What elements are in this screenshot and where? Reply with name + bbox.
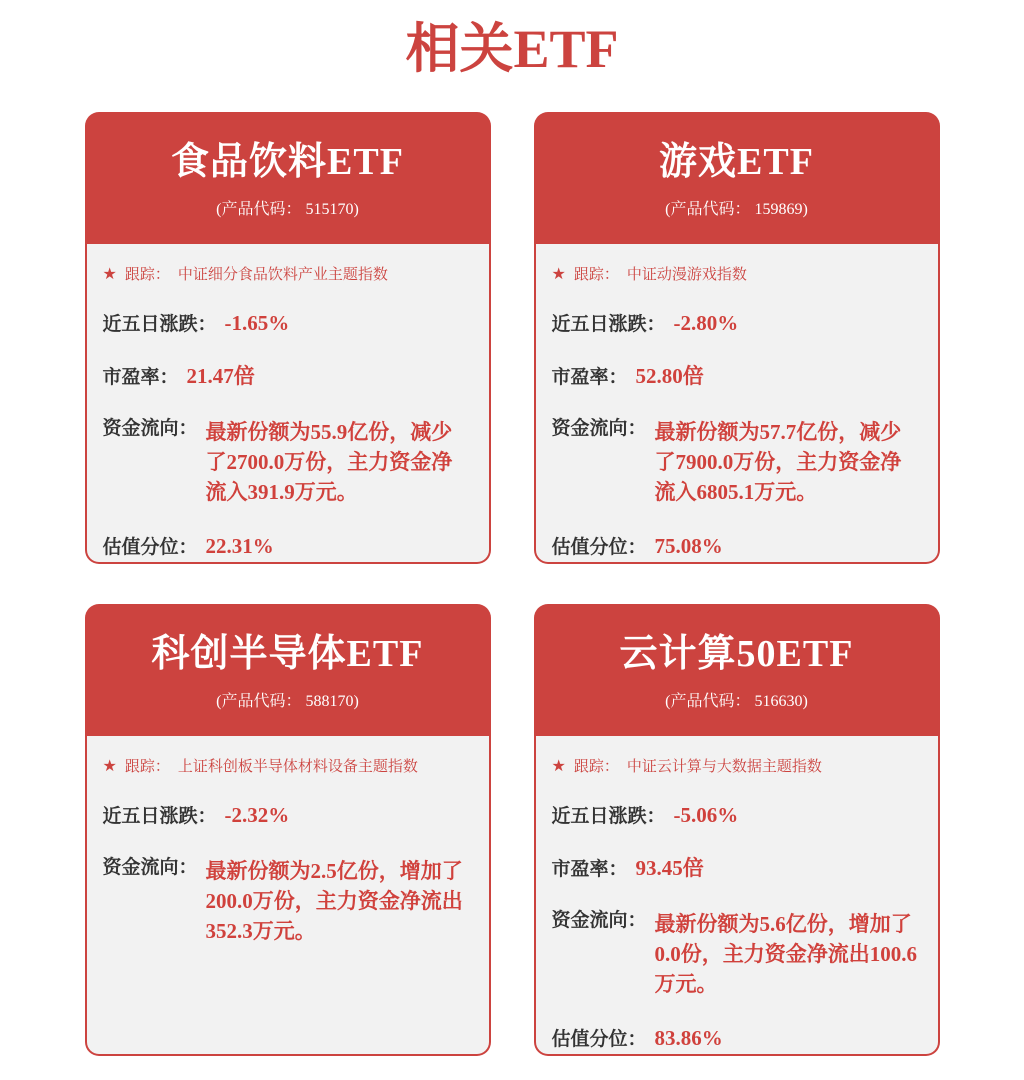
five-day-change-value: -1.65% xyxy=(224,311,290,335)
etf-card xyxy=(534,112,940,564)
fund-flow-value: 最新份额为55.9亿份，减少了2700.0万份，主力资金净流入391.9万元。 xyxy=(205,420,453,504)
five-day-change-label: 近五日涨跌： xyxy=(551,806,666,827)
pe-ratio-value: 21.47倍 xyxy=(186,364,255,388)
tracking-label: 跟踪： xyxy=(124,758,170,775)
tracking-row xyxy=(552,266,922,284)
five-day-change-row xyxy=(103,311,473,337)
pe-ratio-row xyxy=(552,364,922,390)
fund-flow-value: 最新份额为57.7亿份，减少了7900.0万份，主力资金净流入6805.1万元。 xyxy=(654,420,902,504)
etf-name: 云计算50ETF xyxy=(619,632,854,675)
tracked-index-name: 中证动漫游戏指数 xyxy=(626,266,747,283)
valuation-percentile-row xyxy=(103,534,473,560)
tracking-row xyxy=(103,266,473,284)
etf-product-code: (产品代码： 159869) xyxy=(665,200,808,218)
etf-card-body xyxy=(85,736,491,1056)
etf-name: 游戏ETF xyxy=(659,140,814,183)
five-day-change-label: 近五日涨跌： xyxy=(102,806,217,827)
five-day-change-value: -2.80% xyxy=(673,311,739,335)
tracked-index-name: 中证云计算与大数据主题指数 xyxy=(626,758,822,775)
etf-card-body xyxy=(534,244,940,564)
star-icon: ★ xyxy=(102,266,117,283)
etf-product-code: (产品代码： 588170) xyxy=(216,692,359,710)
pe-ratio-row xyxy=(103,364,473,390)
pe-ratio-label: 市盈率： xyxy=(551,367,628,388)
fund-flow-row xyxy=(552,909,922,999)
five-day-change-label: 近五日涨跌： xyxy=(551,314,666,335)
valuation-percentile-row xyxy=(552,534,922,560)
pe-ratio-label: 市盈率： xyxy=(102,367,179,388)
etf-card-body xyxy=(534,736,940,1056)
etf-product-code: (产品代码： 515170) xyxy=(216,200,359,218)
star-icon: ★ xyxy=(551,266,566,283)
fund-flow-value: 最新份额为2.5亿份，增加了200.0万份，主力资金净流出352.3万元。 xyxy=(205,859,463,943)
fund-flow-label: 资金流向： xyxy=(102,857,198,878)
tracking-label: 跟踪： xyxy=(124,266,170,283)
pe-ratio-row xyxy=(552,856,922,882)
star-icon: ★ xyxy=(102,758,117,775)
star-icon: ★ xyxy=(551,758,566,775)
etf-card-header xyxy=(85,604,491,736)
fund-flow-row xyxy=(103,417,473,507)
pe-ratio-value: 93.45倍 xyxy=(635,856,704,880)
pe-ratio-label: 市盈率： xyxy=(551,859,628,880)
valuation-percentile-value: 75.08% xyxy=(654,534,723,558)
fund-flow-label: 资金流向： xyxy=(551,910,647,931)
tracked-index-name: 中证细分食品饮料产业主题指数 xyxy=(177,266,388,283)
fund-flow-label: 资金流向： xyxy=(551,418,647,439)
tracking-row xyxy=(552,758,922,776)
etf-card xyxy=(85,604,491,1056)
valuation-percentile-label: 估值分位： xyxy=(102,537,198,558)
fund-flow-value: 最新份额为5.6亿份，增加了0.0份，主力资金净流出100.6万元。 xyxy=(654,912,918,996)
fund-flow-row xyxy=(103,856,473,946)
etf-name: 食品饮料ETF xyxy=(171,140,404,183)
etf-name: 科创半导体ETF xyxy=(151,632,424,675)
five-day-change-row xyxy=(103,803,473,829)
etf-product-code: (产品代码： 516630) xyxy=(665,692,808,710)
five-day-change-label: 近五日涨跌： xyxy=(102,314,217,335)
page-title: 相关ETF xyxy=(405,19,619,79)
etf-card xyxy=(534,604,940,1056)
tracking-label: 跟踪： xyxy=(573,266,619,283)
fund-flow-label: 资金流向： xyxy=(102,418,198,439)
valuation-percentile-label: 估值分位： xyxy=(551,537,647,558)
etf-card-grid xyxy=(0,112,1024,1056)
valuation-percentile-value: 22.31% xyxy=(205,534,274,558)
valuation-percentile-label: 估值分位： xyxy=(551,1029,647,1050)
etf-card-header xyxy=(85,112,491,244)
five-day-change-row xyxy=(552,311,922,337)
five-day-change-row xyxy=(552,803,922,829)
valuation-percentile-value: 83.86% xyxy=(654,1026,723,1050)
valuation-percentile-row xyxy=(552,1026,922,1052)
pe-ratio-value: 52.80倍 xyxy=(635,364,704,388)
etf-card xyxy=(85,112,491,564)
fund-flow-row xyxy=(552,417,922,507)
tracking-label: 跟踪： xyxy=(573,758,619,775)
etf-card-header xyxy=(534,604,940,736)
five-day-change-value: -5.06% xyxy=(673,803,739,827)
etf-card-body xyxy=(85,244,491,564)
tracking-row xyxy=(103,758,473,776)
tracked-index-name: 上证科创板半导体材料设备主题指数 xyxy=(177,758,418,775)
etf-card-header xyxy=(534,112,940,244)
five-day-change-value: -2.32% xyxy=(224,803,290,827)
